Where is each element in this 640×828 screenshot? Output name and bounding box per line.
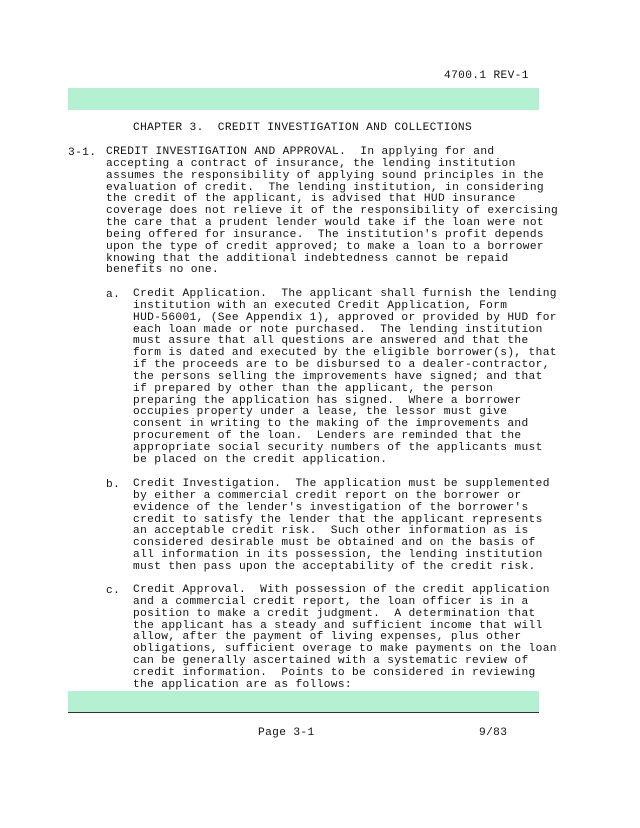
subsection-text-line: occupies property under a lease, the lessor must give [133,406,508,419]
subsection-text-line: form is dated and executed by the eligible borrower(s), that [133,347,557,360]
subsection-text-line: credit to satisfy the lender that the applicant represents [133,513,543,526]
footer-highlight-band [68,691,539,713]
subsection-text-line: be placed on the credit application. [133,453,388,466]
subsection-text-line: Credit Investigation. The application must be supplemented [133,478,550,490]
subsection-text-line: considered desirable must be obtained and on the basis of [133,537,536,550]
section-text-line: knowing that the additional indebtedness cannot be repaid [106,252,509,265]
subsection-text-line: if the proceeds are to be disbursed to a dealer-contractor, [133,359,550,372]
subsection-text-line: each loan made or note purchased. The lending institution [133,323,543,336]
subsection-text-line: HUD-56001, (See Appendix 1), approved or provided by HUD for [133,311,557,324]
section-text-line: coverage does not relieve it of the responsibility of exercising [106,205,559,218]
subsection-text-line: the applicant has a steady and sufficient income that will [133,619,543,632]
footer-rule [68,712,539,713]
subsection-text-line: position to make a credit judgment. A determination that [133,607,536,620]
subsection-text-line: and a commercial credit report, the loan officer is in a [133,595,529,608]
subsection-text-line: by either a commercial credit report on the borrower or [133,489,522,502]
subsection-text-line: consent in writing to the making of the improvements and [133,418,529,431]
section-paragraph [106,147,558,277]
subsection-text-line: evidence of the lender's investigation of the borrower's [133,501,529,514]
section-text-line: being offered for insurance. The institution's profit depends [106,228,544,241]
section-text-line: benefits no one. [106,264,220,277]
subsection-paragraph-a [133,289,557,467]
subsection-text-line: must assure that all questions are answered and that the [133,335,529,348]
revision-date: 9/83 [479,727,508,739]
page-number: Page 3-1 [258,727,315,739]
subsection-text-line: credit information. Points to be considered in reviewing [133,666,536,679]
subsection-paragraph-c [133,585,557,692]
subsection-text-line: appropriate social security numbers of the applicants must [133,441,543,454]
subsection-text-line: allow, after the payment of living expenses, plus other [133,631,522,644]
section-text-line: the credit of the applicant, is advised that HUD insurance [106,193,516,206]
subsection-letter-a: a. [106,289,121,301]
subsection-text-line: institution with an executed Credit Application, Form [133,299,508,312]
subsection-text-line: must then pass upon the acceptability of the credit risk. [133,560,536,573]
section-text-line: assumes the responsibility of applying sound principles in the [106,169,544,182]
subsection-text-line: the persons selling the improvements have signed; and that [133,370,543,383]
chapter-title: CHAPTER 3. CREDIT INVESTIGATION AND COLLECTIONS [133,122,473,134]
section-text-line: the care that a prudent lender would take if the loan were not [106,217,544,230]
section-number: 3-1. [68,147,97,159]
subsection-text-line: preparing the application has signed. Where a borrower [133,394,522,407]
subsection-text-line: Credit Application. The applicant shall furnish the lending [133,288,557,300]
subsection-text-line: procurement of the loan. Lenders are reminded that the [133,430,522,443]
section-text-line: accepting a contract of insurance, the lending institution [106,157,516,170]
subsection-text-line: if prepared by other than the applicant, the person [133,382,494,395]
section-text-line: upon the type of credit approved; to make a loan to a borrower [106,240,544,253]
subsection-text-line: all information in its possession, the lending institution [133,549,543,562]
subsection-text-line: the application are as follows: [133,678,352,691]
subsection-paragraph-b [133,479,550,574]
subsection-text-line: can be generally ascertained with a systematic review of [133,655,529,668]
subsection-text-line: Credit Approval. With possession of the credit application [133,584,550,596]
section-text-line: CREDIT INVESTIGATION AND APPROVAL. In applying for and [106,146,495,158]
subsection-text-line: an acceptable credit risk. Such other information as is [133,525,529,538]
subsection-letter-c: c. [106,585,121,597]
subsection-letter-b: b. [106,479,121,491]
header-highlight-band [68,88,539,110]
subsection-text-line: obligations, sufficient overage to make payments on the loan [133,643,557,656]
document-number: 4700.1 REV-1 [444,70,529,82]
section-text-line: evaluation of credit. The lending institution, in considering [106,181,544,194]
